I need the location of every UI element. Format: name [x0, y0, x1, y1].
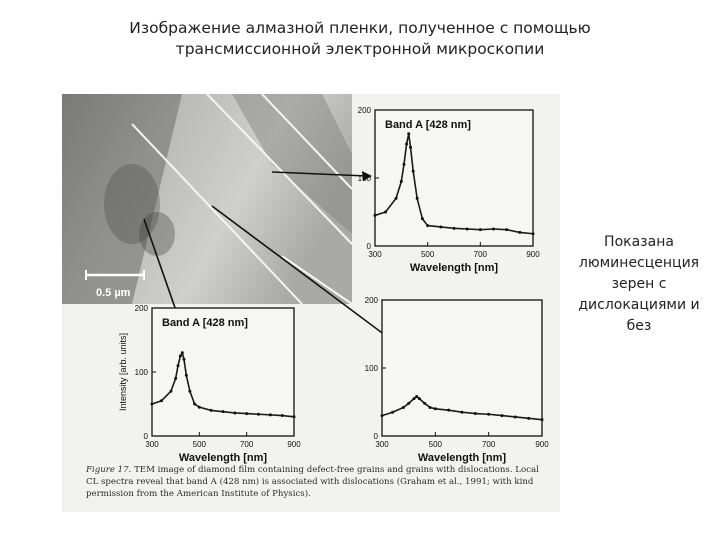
- data-point: [409, 146, 412, 149]
- figure-svg: [62, 94, 560, 512]
- data-point: [541, 418, 544, 421]
- chart-bottom-left: [118, 304, 301, 464]
- x-tick-label: 500: [428, 440, 443, 449]
- figure-caption: [86, 464, 556, 500]
- side-note-line: без: [626, 318, 652, 334]
- title-line-1: Изображение алмазной пленки, полученное с помощью: [129, 19, 591, 37]
- data-point: [374, 214, 377, 217]
- data-point: [501, 414, 504, 417]
- data-point: [185, 374, 188, 377]
- side-note-line: дислокациями и: [578, 297, 700, 313]
- x-tick-label: 500: [420, 250, 435, 259]
- data-point: [415, 395, 418, 398]
- data-point: [426, 224, 429, 227]
- data-point: [434, 407, 437, 410]
- y-tick-label: 200: [364, 296, 378, 305]
- scale-bar-label: 0.5 µm: [96, 287, 131, 299]
- data-point: [418, 397, 421, 400]
- side-note-line: зерен с: [611, 276, 667, 292]
- data-point: [402, 406, 405, 409]
- plot-frame: [382, 300, 542, 436]
- data-point: [395, 197, 398, 200]
- data-point: [181, 351, 184, 354]
- data-point: [174, 377, 177, 380]
- data-point: [198, 406, 201, 409]
- y-tick-label: 0: [366, 242, 371, 251]
- data-point: [210, 409, 213, 412]
- data-point: [466, 228, 469, 231]
- figure-scan: [62, 94, 560, 512]
- x-tick-label: 900: [287, 440, 301, 449]
- y-axis-label: Intensity [arb. units]: [118, 332, 128, 412]
- data-point: [160, 399, 163, 402]
- data-point: [532, 232, 535, 235]
- data-point: [479, 228, 482, 231]
- side-note: [570, 232, 708, 337]
- data-point: [281, 414, 284, 417]
- data-point: [257, 413, 260, 416]
- data-point: [222, 410, 225, 413]
- caption-line-1: TEM image of diamond film containing defect-free grains and grains with dislocations. Local: [131, 465, 539, 475]
- chart-title: Band A [428 nm]: [162, 317, 248, 329]
- data-point: [412, 170, 415, 173]
- x-tick-label: 900: [526, 250, 540, 259]
- data-point: [188, 390, 191, 393]
- data-point: [407, 402, 410, 405]
- data-point: [384, 211, 387, 214]
- x-tick-label: 300: [145, 440, 159, 449]
- data-point: [461, 411, 464, 414]
- y-tick-label: 100: [134, 368, 148, 377]
- data-point: [400, 180, 403, 183]
- title-line-2: трансмиссионной электронной микроскопии: [175, 40, 545, 58]
- data-point: [423, 402, 426, 405]
- data-point: [407, 132, 410, 135]
- data-point: [381, 414, 384, 417]
- data-point: [269, 413, 272, 416]
- data-point: [474, 412, 477, 415]
- y-tick-label: 100: [357, 174, 371, 183]
- x-tick-label: 700: [239, 440, 254, 449]
- data-point: [391, 411, 394, 414]
- data-point: [514, 415, 517, 418]
- y-tick-label: 0: [373, 432, 378, 441]
- x-axis-label: Wavelength [nm]: [417, 452, 507, 464]
- data-point: [413, 397, 416, 400]
- dislocation-cluster: [139, 212, 175, 256]
- x-tick-label: 500: [192, 440, 207, 449]
- data-point: [492, 228, 495, 231]
- data-point: [453, 227, 456, 230]
- x-tick-label: 700: [481, 440, 496, 449]
- data-point: [505, 228, 508, 231]
- data-point: [439, 225, 442, 228]
- chart-top-right: [358, 106, 541, 274]
- slide-title: [100, 18, 620, 60]
- x-tick-label: 300: [375, 440, 389, 449]
- data-point: [179, 355, 182, 358]
- side-note-line: Показана: [604, 234, 674, 250]
- caption-line-2: CL spectra reveal that band A (428 nm) is associated with dislocations (Graham et al., 1991; with kind: [86, 477, 534, 487]
- data-point: [447, 409, 450, 412]
- x-tick-label: 300: [368, 250, 382, 259]
- x-axis-label: Wavelength [nm]: [409, 262, 499, 274]
- y-tick-label: 200: [357, 106, 371, 115]
- y-tick-label: 0: [143, 432, 148, 441]
- data-point: [416, 197, 419, 200]
- caption-line-3: permission from the American Institute of Physics).: [86, 489, 311, 499]
- data-point: [151, 403, 154, 406]
- data-point: [169, 390, 172, 393]
- data-point: [293, 415, 296, 418]
- side-note-line: люминесценция: [578, 255, 700, 271]
- data-point: [193, 403, 196, 406]
- y-tick-label: 200: [134, 304, 148, 313]
- y-tick-label: 100: [364, 364, 378, 373]
- data-point: [429, 406, 432, 409]
- data-point: [177, 364, 180, 367]
- x-tick-label: 700: [473, 250, 488, 259]
- caption-label: Figure 17.: [86, 465, 132, 475]
- data-point: [518, 231, 521, 234]
- x-axis-label: Wavelength [nm]: [178, 452, 268, 464]
- data-point: [245, 412, 248, 415]
- data-point: [402, 163, 405, 166]
- data-point: [233, 411, 236, 414]
- data-point: [405, 143, 408, 146]
- data-point: [527, 417, 530, 420]
- x-tick-label: 900: [535, 440, 549, 449]
- chart-bottom-right: [365, 296, 550, 464]
- data-point: [421, 217, 424, 220]
- data-point: [487, 413, 490, 416]
- data-point: [182, 358, 185, 361]
- chart-title: Band A [428 nm]: [385, 119, 471, 131]
